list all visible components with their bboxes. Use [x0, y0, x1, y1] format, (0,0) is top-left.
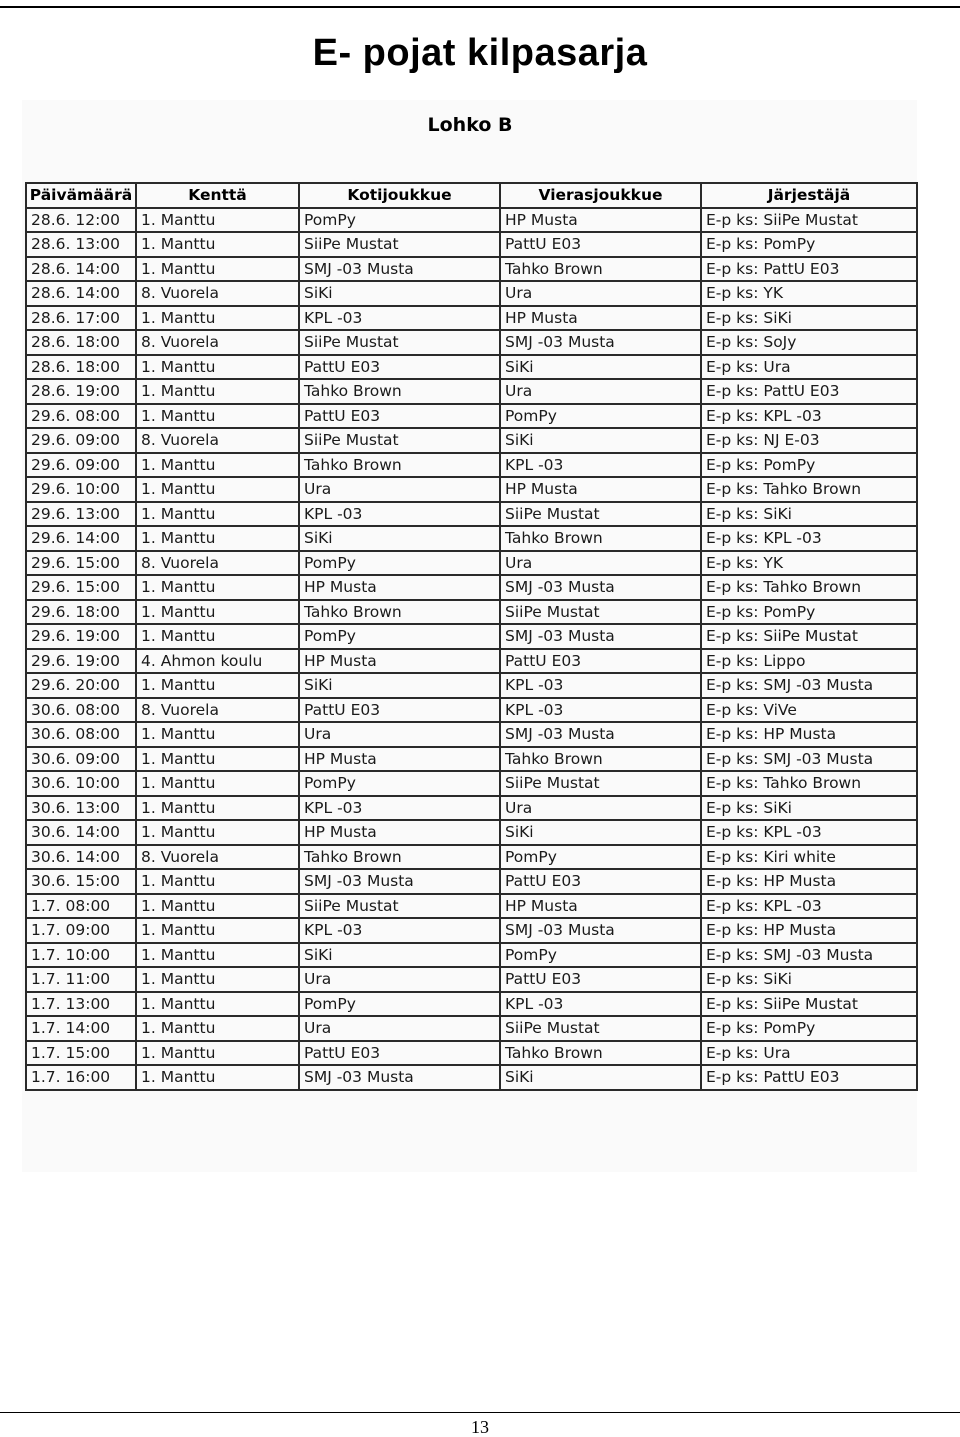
header-away-team: Vierasjoukkue [500, 183, 701, 208]
cell-date: 29.6. 18:00 [26, 600, 136, 625]
cell-field: 1. Manttu [136, 624, 299, 649]
cell-field: 1. Manttu [136, 600, 299, 625]
cell-field: 8. Vuorela [136, 551, 299, 576]
cell-date: 29.6. 19:00 [26, 624, 136, 649]
cell-away-team: SiKi [500, 355, 701, 380]
table-row [26, 967, 917, 992]
cell-organizer: E-p ks: HP Musta [701, 722, 917, 747]
cell-field: 1. Manttu [136, 208, 299, 233]
cell-field: 8. Vuorela [136, 428, 299, 453]
cell-field: 1. Manttu [136, 918, 299, 943]
table-row [26, 379, 917, 404]
cell-home-team: Ura [299, 1016, 500, 1041]
cell-date: 30.6. 08:00 [26, 698, 136, 723]
cell-date: 30.6. 09:00 [26, 747, 136, 772]
cell-away-team: SiKi [500, 428, 701, 453]
table-row [26, 869, 917, 894]
cell-date: 1.7. 15:00 [26, 1041, 136, 1066]
cell-away-team: HP Musta [500, 208, 701, 233]
cell-away-team: Tahko Brown [500, 257, 701, 282]
cell-home-team: PomPy [299, 624, 500, 649]
cell-date: 29.6. 15:00 [26, 551, 136, 576]
table-row [26, 1065, 917, 1090]
cell-date: 1.7. 13:00 [26, 992, 136, 1017]
cell-date: 30.6. 14:00 [26, 820, 136, 845]
table-row [26, 698, 917, 723]
cell-field: 1. Manttu [136, 1041, 299, 1066]
cell-home-team: PattU E03 [299, 1041, 500, 1066]
cell-date: 29.6. 09:00 [26, 453, 136, 478]
block-heading: Lohko B [427, 114, 513, 136]
cell-home-team: SiiPe Mustat [299, 232, 500, 257]
page-number: 13 [471, 1417, 489, 1437]
cell-home-team: SMJ -03 Musta [299, 257, 500, 282]
cell-organizer: E-p ks: SiKi [701, 502, 917, 527]
cell-home-team: KPL -03 [299, 502, 500, 527]
table-row [26, 943, 917, 968]
cell-date: 1.7. 10:00 [26, 943, 136, 968]
cell-away-team: SMJ -03 Musta [500, 918, 701, 943]
cell-date: 30.6. 13:00 [26, 796, 136, 821]
top-rule [0, 6, 960, 8]
cell-away-team: Tahko Brown [500, 1041, 701, 1066]
cell-organizer: E-p ks: KPL -03 [701, 526, 917, 551]
cell-away-team: KPL -03 [500, 673, 701, 698]
cell-date: 1.7. 09:00 [26, 918, 136, 943]
table-row [26, 404, 917, 429]
cell-organizer: E-p ks: SiKi [701, 967, 917, 992]
cell-field: 8. Vuorela [136, 330, 299, 355]
table-row [26, 1016, 917, 1041]
cell-away-team: PomPy [500, 404, 701, 429]
cell-organizer: E-p ks: SiKi [701, 796, 917, 821]
cell-field: 1. Manttu [136, 379, 299, 404]
cell-date: 28.6. 19:00 [26, 379, 136, 404]
cell-home-team: SiKi [299, 673, 500, 698]
cell-organizer: E-p ks: SoJy [701, 330, 917, 355]
cell-organizer: E-p ks: SiKi [701, 306, 917, 331]
table-row [26, 1041, 917, 1066]
cell-date: 29.6. 09:00 [26, 428, 136, 453]
cell-home-team: HP Musta [299, 649, 500, 674]
cell-away-team: HP Musta [500, 894, 701, 919]
cell-field: 1. Manttu [136, 747, 299, 772]
cell-home-team: SMJ -03 Musta [299, 1065, 500, 1090]
table-row [26, 845, 917, 870]
cell-away-team: HP Musta [500, 477, 701, 502]
cell-organizer: E-p ks: SMJ -03 Musta [701, 943, 917, 968]
cell-organizer: E-p ks: Ura [701, 355, 917, 380]
cell-field: 1. Manttu [136, 526, 299, 551]
cell-date: 28.6. 17:00 [26, 306, 136, 331]
cell-organizer: E-p ks: SMJ -03 Musta [701, 673, 917, 698]
cell-home-team: SiiPe Mustat [299, 330, 500, 355]
cell-away-team: PattU E03 [500, 869, 701, 894]
bottom-rule [0, 1412, 960, 1413]
table-row [26, 649, 917, 674]
cell-home-team: SiKi [299, 526, 500, 551]
cell-home-team: PomPy [299, 771, 500, 796]
cell-home-team: PattU E03 [299, 404, 500, 429]
cell-field: 1. Manttu [136, 771, 299, 796]
cell-organizer: E-p ks: PomPy [701, 232, 917, 257]
cell-home-team: Ura [299, 477, 500, 502]
cell-date: 29.6. 14:00 [26, 526, 136, 551]
schedule-body [26, 208, 917, 1090]
cell-away-team: Ura [500, 281, 701, 306]
cell-home-team: SiiPe Mustat [299, 894, 500, 919]
cell-home-team: Ura [299, 722, 500, 747]
cell-home-team: PattU E03 [299, 698, 500, 723]
cell-home-team: Tahko Brown [299, 453, 500, 478]
cell-date: 28.6. 14:00 [26, 281, 136, 306]
cell-organizer: E-p ks: Ura [701, 1041, 917, 1066]
cell-field: 1. Manttu [136, 894, 299, 919]
cell-home-team: Ura [299, 967, 500, 992]
cell-organizer: E-p ks: Tahko Brown [701, 771, 917, 796]
cell-date: 28.6. 14:00 [26, 257, 136, 282]
cell-away-team: SMJ -03 Musta [500, 330, 701, 355]
cell-away-team: PomPy [500, 943, 701, 968]
cell-field: 1. Manttu [136, 1065, 299, 1090]
cell-away-team: PattU E03 [500, 967, 701, 992]
table-row [26, 330, 917, 355]
cell-home-team: HP Musta [299, 820, 500, 845]
cell-away-team: SMJ -03 Musta [500, 722, 701, 747]
cell-away-team: SMJ -03 Musta [500, 624, 701, 649]
cell-home-team: PattU E03 [299, 355, 500, 380]
cell-organizer: E-p ks: ViVe [701, 698, 917, 723]
table-row [26, 575, 917, 600]
cell-organizer: E-p ks: SiiPe Mustat [701, 992, 917, 1017]
cell-date: 30.6. 15:00 [26, 869, 136, 894]
cell-home-team: PomPy [299, 992, 500, 1017]
cell-away-team: PattU E03 [500, 232, 701, 257]
header-home-team: Kotijoukkue [299, 183, 500, 208]
cell-home-team: HP Musta [299, 747, 500, 772]
cell-organizer: E-p ks: PattU E03 [701, 1065, 917, 1090]
cell-field: 1. Manttu [136, 992, 299, 1017]
cell-field: 1. Manttu [136, 943, 299, 968]
cell-date: 1.7. 14:00 [26, 1016, 136, 1041]
cell-home-team: PomPy [299, 208, 500, 233]
cell-away-team: Tahko Brown [500, 747, 701, 772]
cell-field: 1. Manttu [136, 673, 299, 698]
cell-home-team: KPL -03 [299, 918, 500, 943]
cell-field: 1. Manttu [136, 1016, 299, 1041]
cell-home-team: SMJ -03 Musta [299, 869, 500, 894]
cell-home-team: HP Musta [299, 575, 500, 600]
cell-date: 29.6. 15:00 [26, 575, 136, 600]
table-row [26, 281, 917, 306]
cell-away-team: Ura [500, 796, 701, 821]
table-row [26, 820, 917, 845]
table-row [26, 673, 917, 698]
table-row [26, 502, 917, 527]
table-row [26, 477, 917, 502]
cell-field: 1. Manttu [136, 502, 299, 527]
cell-away-team: HP Musta [500, 306, 701, 331]
cell-away-team: SiiPe Mustat [500, 771, 701, 796]
cell-home-team: SiKi [299, 943, 500, 968]
cell-field: 1. Manttu [136, 404, 299, 429]
cell-date: 28.6. 18:00 [26, 355, 136, 380]
cell-field: 8. Vuorela [136, 281, 299, 306]
table-row [26, 306, 917, 331]
cell-field: 8. Vuorela [136, 698, 299, 723]
cell-organizer: E-p ks: SiiPe Mustat [701, 624, 917, 649]
table-row [26, 551, 917, 576]
table-row [26, 355, 917, 380]
header-organizer: Järjestäjä [701, 183, 917, 208]
cell-away-team: SiiPe Mustat [500, 502, 701, 527]
table-row [26, 918, 917, 943]
table-row [26, 722, 917, 747]
cell-date: 30.6. 14:00 [26, 845, 136, 870]
cell-date: 1.7. 11:00 [26, 967, 136, 992]
cell-away-team: KPL -03 [500, 453, 701, 478]
cell-date: 28.6. 12:00 [26, 208, 136, 233]
table-row [26, 232, 917, 257]
table-row [26, 526, 917, 551]
cell-away-team: SiKi [500, 1065, 701, 1090]
table-row [26, 428, 917, 453]
cell-away-team: KPL -03 [500, 698, 701, 723]
cell-away-team: Ura [500, 551, 701, 576]
cell-home-team: SiKi [299, 281, 500, 306]
cell-field: 1. Manttu [136, 796, 299, 821]
cell-organizer: E-p ks: PomPy [701, 600, 917, 625]
cell-organizer: E-p ks: Lippo [701, 649, 917, 674]
cell-away-team: Ura [500, 379, 701, 404]
cell-organizer: E-p ks: HP Musta [701, 869, 917, 894]
cell-organizer: E-p ks: PattU E03 [701, 257, 917, 282]
cell-away-team: SiiPe Mustat [500, 1016, 701, 1041]
cell-field: 1. Manttu [136, 477, 299, 502]
cell-organizer: E-p ks: Tahko Brown [701, 575, 917, 600]
cell-home-team: KPL -03 [299, 306, 500, 331]
cell-home-team: SiiPe Mustat [299, 428, 500, 453]
cell-date: 30.6. 10:00 [26, 771, 136, 796]
cell-field: 1. Manttu [136, 232, 299, 257]
cell-away-team: SiiPe Mustat [500, 600, 701, 625]
schedule-table [25, 182, 918, 1091]
cell-date: 28.6. 18:00 [26, 330, 136, 355]
cell-field: 1. Manttu [136, 967, 299, 992]
cell-date: 29.6. 08:00 [26, 404, 136, 429]
cell-field: 1. Manttu [136, 575, 299, 600]
cell-date: 1.7. 16:00 [26, 1065, 136, 1090]
cell-organizer: E-p ks: YK [701, 551, 917, 576]
cell-away-team: PattU E03 [500, 649, 701, 674]
table-row [26, 208, 917, 233]
cell-away-team: SMJ -03 Musta [500, 575, 701, 600]
cell-organizer: E-p ks: NJ E-03 [701, 428, 917, 453]
page-title: E- pojat kilpasarja [312, 32, 648, 74]
cell-organizer: E-p ks: PomPy [701, 453, 917, 478]
cell-organizer: E-p ks: PattU E03 [701, 379, 917, 404]
table-row [26, 747, 917, 772]
cell-field: 1. Manttu [136, 820, 299, 845]
cell-organizer: E-p ks: KPL -03 [701, 404, 917, 429]
table-row [26, 257, 917, 282]
cell-away-team: SiKi [500, 820, 701, 845]
cell-organizer: E-p ks: KPL -03 [701, 894, 917, 919]
cell-away-team: KPL -03 [500, 992, 701, 1017]
cell-organizer: E-p ks: KPL -03 [701, 820, 917, 845]
cell-organizer: E-p ks: HP Musta [701, 918, 917, 943]
cell-home-team: Tahko Brown [299, 845, 500, 870]
table-row [26, 771, 917, 796]
cell-home-team: KPL -03 [299, 796, 500, 821]
table-row [26, 600, 917, 625]
cell-date: 29.6. 19:00 [26, 649, 136, 674]
table-row [26, 624, 917, 649]
cell-organizer: E-p ks: SiiPe Mustat [701, 208, 917, 233]
header-field: Kenttä [136, 183, 299, 208]
cell-organizer: E-p ks: Kiri white [701, 845, 917, 870]
cell-date: 1.7. 08:00 [26, 894, 136, 919]
table-row [26, 992, 917, 1017]
cell-field: 1. Manttu [136, 869, 299, 894]
cell-home-team: Tahko Brown [299, 379, 500, 404]
cell-away-team: PomPy [500, 845, 701, 870]
cell-home-team: PomPy [299, 551, 500, 576]
cell-organizer: E-p ks: SMJ -03 Musta [701, 747, 917, 772]
cell-field: 1. Manttu [136, 306, 299, 331]
cell-date: 29.6. 13:00 [26, 502, 136, 527]
table-row [26, 894, 917, 919]
cell-date: 28.6. 13:00 [26, 232, 136, 257]
cell-field: 1. Manttu [136, 257, 299, 282]
cell-organizer: E-p ks: YK [701, 281, 917, 306]
table-header-row [26, 183, 917, 208]
cell-date: 29.6. 20:00 [26, 673, 136, 698]
cell-date: 29.6. 10:00 [26, 477, 136, 502]
table-row [26, 453, 917, 478]
table-row [26, 796, 917, 821]
cell-field: 4. Ahmon koulu [136, 649, 299, 674]
cell-date: 30.6. 08:00 [26, 722, 136, 747]
cell-home-team: Tahko Brown [299, 600, 500, 625]
cell-field: 8. Vuorela [136, 845, 299, 870]
cell-field: 1. Manttu [136, 355, 299, 380]
header-date: Päivämäärä [26, 183, 136, 208]
cell-field: 1. Manttu [136, 722, 299, 747]
cell-organizer: E-p ks: PomPy [701, 1016, 917, 1041]
cell-away-team: Tahko Brown [500, 526, 701, 551]
cell-field: 1. Manttu [136, 453, 299, 478]
cell-organizer: E-p ks: Tahko Brown [701, 477, 917, 502]
